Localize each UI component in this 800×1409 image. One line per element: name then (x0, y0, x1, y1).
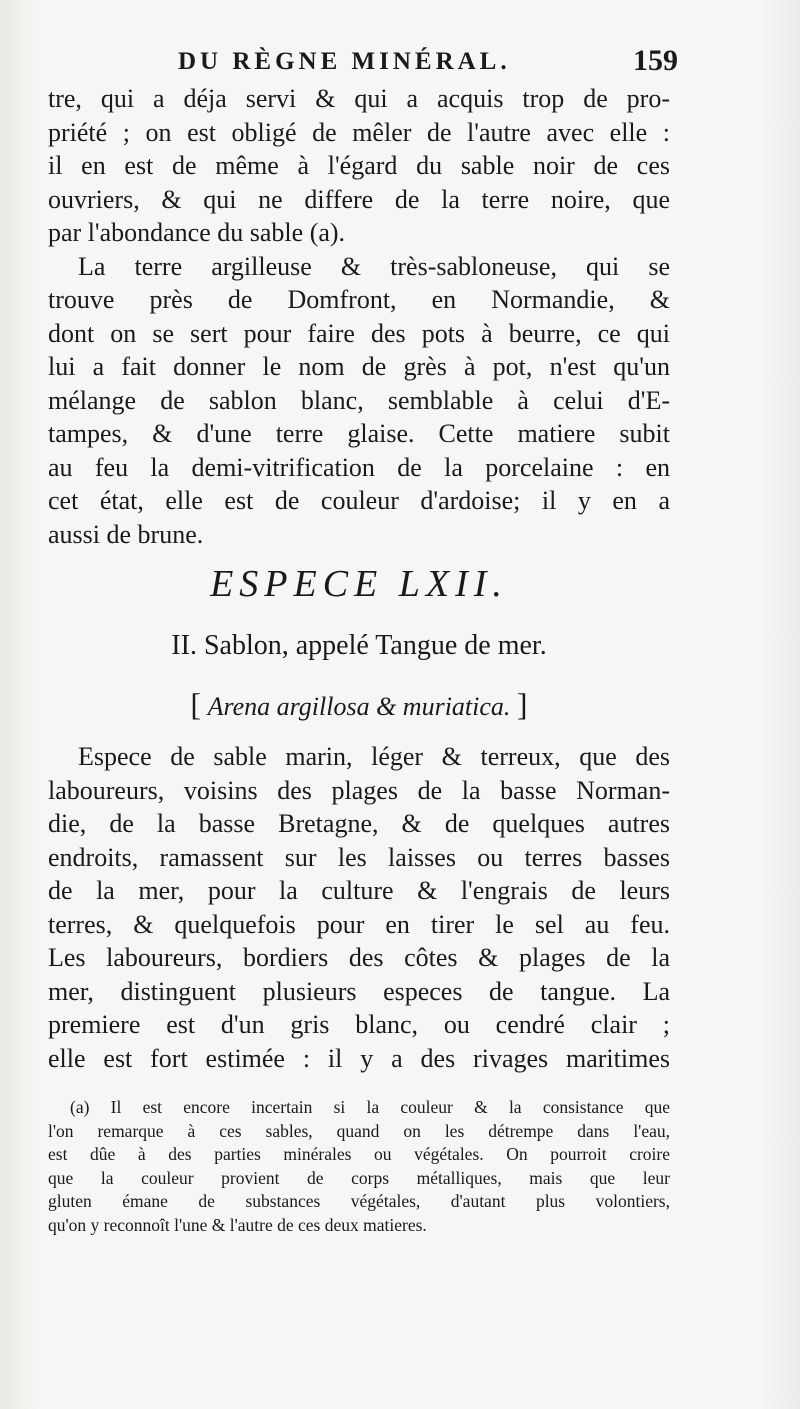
section-title: ESPECE LXII. (210, 563, 508, 605)
text-line: tre, qui a déja servi & qui a acquis trop de pro- (48, 84, 670, 113)
text-line: lui a fait donner le nom de grès à pot, n'est qu'un (48, 352, 670, 381)
page-header (48, 44, 678, 84)
main-text (48, 82, 670, 551)
text-line: premiere est d'un gris blanc, ou cendré clair ; (48, 1010, 670, 1039)
footnote (48, 1096, 670, 1237)
text-line: Les laboureurs, bordiers des côtes & plages de la (48, 943, 670, 972)
text-line: endroits, ramassent sur les laisses ou terres basses (48, 842, 670, 872)
text-line: terres, & quelquefois pour en tirer le sel au feu. (48, 909, 670, 939)
open-bracket: [ (190, 686, 202, 722)
text-line: laboureurs, voisins des plages de la basse Norman- (48, 775, 670, 805)
text-line: dont on se sert pour faire des pots à beurre, ce qui (48, 318, 670, 348)
latin-name-text: Arena argillosa & muriatica. (207, 692, 511, 721)
latin-name (48, 686, 670, 723)
text-line: priété ; on est obligé de mêler de l'autre avec elle : (48, 117, 670, 147)
text-line: tampes, & d'une terre glaise. Cette matiere subit (48, 419, 670, 448)
item-title: II. Sablon, appelé Tangue de mer. (171, 630, 547, 661)
page-number: 159 (633, 44, 678, 77)
text-line: Espece de sable marin, léger & terreux, que des (78, 742, 670, 771)
text-line: il en est de même à l'égard du sable noir de ces (48, 151, 670, 180)
text-line: de la mer, pour la culture & l'engrais de leurs (48, 876, 670, 905)
running-head: DU RÈGNE MINÉRAL. (178, 48, 511, 75)
text-line: die, de la basse Bretagne, & de quelques autres (48, 809, 670, 838)
paragraph-domfront (48, 250, 670, 552)
footnote-line: est dûe à des parties minérales ou végétales. On pourroit croire (48, 1144, 670, 1164)
text-line: mer, distinguent plusieurs especes de tangue. La (48, 976, 670, 1006)
paragraph-continuation (48, 82, 670, 250)
footnote-line: gluten émane de substances végétales, d'autant plus volontiers, (48, 1191, 670, 1211)
text-line: ouvriers, & qui ne differe de la terre noire, que (48, 184, 670, 214)
text-line: par l'abondance du sable (a). (48, 218, 346, 247)
text-line: cet état, elle est de couleur d'ardoise; il y en a (48, 486, 670, 515)
description-text (48, 740, 670, 1075)
footnote-line: (a) Il est encore incertain si la couleur & la consistance que (70, 1097, 670, 1117)
text-line: La terre argilleuse & très-sabloneuse, qui se (78, 251, 670, 281)
text-line: elle est fort estimée : il y a des rivages maritimes (48, 1043, 670, 1073)
close-bracket: ] (516, 686, 528, 722)
footnote-line: qu'on y reconnoît l'une & l'autre de ces deux matieres. (48, 1214, 427, 1235)
text-line: au feu la demi-vitrification de la porcelaine : en (48, 452, 670, 482)
text-line: aussi de brune. (48, 519, 204, 549)
text-line: trouve près de Domfront, en Normandie, & (48, 285, 670, 314)
footnote-line: l'on remarque à ces sables, quand on les détrempe dans l'eau, (48, 1120, 670, 1141)
footnote-line: que la couleur provient de corps métalliques, mais que leur (48, 1167, 670, 1188)
text-line: mélange de sablon blanc, semblable à celui d'E- (48, 385, 670, 415)
